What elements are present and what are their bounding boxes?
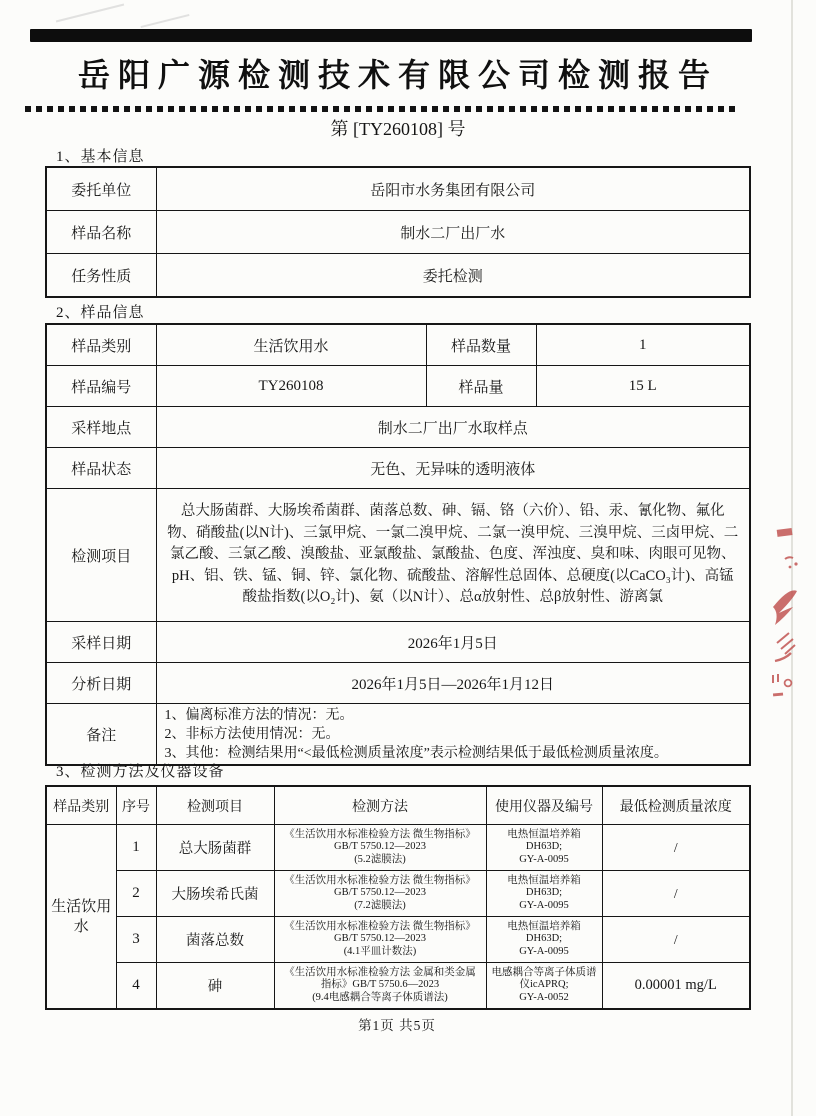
col-header: 样品类别 — [46, 786, 116, 825]
col-header: 最低检测质量浓度 — [602, 786, 750, 825]
instrument-line: 电热恒温培养箱 — [507, 828, 581, 840]
instrument-line: 电热恒温培养箱 — [507, 874, 581, 886]
method-line: GB/T 5750.12—2023 — [334, 841, 426, 853]
row-label: 备注 — [46, 704, 156, 766]
pencil-streak — [141, 14, 190, 28]
row-label: 任务性质 — [46, 254, 156, 298]
instrument-cell — [486, 825, 602, 871]
method-line: (5.2滤膜法) — [354, 853, 406, 865]
instrument-line: DH63D; — [525, 933, 563, 945]
methods-table — [45, 785, 751, 1010]
col-header: 检测项目 — [156, 786, 274, 825]
row-label: 采样日期 — [46, 622, 156, 663]
instrument-line: GY-A-0095 — [519, 853, 569, 865]
instrument-cell — [486, 871, 602, 917]
table-row — [46, 963, 750, 1010]
row-value: 制水二厂出厂水 — [156, 211, 750, 254]
row-value: 1 — [536, 324, 750, 366]
row-label: 样品编号 — [46, 366, 156, 407]
method-line: (4.1平皿计数法) — [343, 945, 417, 957]
instrument-line: GY-A-0095 — [519, 899, 569, 911]
test-items-list: 总大肠菌群、大肠埃希菌群、菌落总数、砷、镉、铬（六价）、铅、汞、氰化物、氟化物、硝酸盐(以N计)、三氯甲烷、一氯二溴甲烷、二氯一溴甲烷、三溴甲烷、三卤甲烷、二氯乙酸、三氯乙酸、溴酸盐、亚氯酸盐、氯酸盐、色度、浑浊度、臭和味、肉眼可见物、pH、铝、铁、锰、铜、锌、氯化物、硫酸盐、溶解性总固体、总硬度(以CaCO₃计)、高锰酸盐指数(以O₂计)、氨（以N计）、总α放射性、总β放射性、游离氯 — [156, 489, 750, 622]
row-value: TY260108 — [156, 366, 426, 407]
basic-info-table — [45, 166, 751, 298]
row-label: 检测项目 — [46, 489, 156, 622]
table-row — [46, 825, 750, 871]
table-row — [46, 324, 750, 366]
row-label: 委托单位 — [46, 167, 156, 211]
method-cell — [274, 871, 486, 917]
instrument-line: GY-A-0095 — [519, 945, 569, 957]
item-cell: 大肠埃希氏菌 — [156, 871, 274, 917]
method-line: 《生活饮用水标准检验方法 金属和类金属 — [284, 966, 476, 978]
scan-artifact-bar — [30, 29, 752, 42]
row-label: 样品类别 — [46, 324, 156, 366]
sample-info-table — [45, 323, 751, 766]
page-number: 第1页 共5页 — [358, 1018, 436, 1033]
table-row — [46, 917, 750, 963]
method-cell — [274, 917, 486, 963]
red-stamp-fragment — [763, 515, 816, 710]
seq-cell: 4 — [116, 963, 156, 1010]
remark-line: 1、偏离标准方法的情况：无。 — [164, 707, 354, 723]
row-value: 委托检测 — [156, 254, 750, 298]
dotted-divider — [25, 106, 736, 112]
instrument-cell — [486, 917, 602, 963]
method-line: GB/T 5750.12—2023 — [334, 887, 426, 899]
table-row — [46, 663, 750, 704]
method-line: GB/T 5750.12—2023 — [334, 933, 426, 945]
method-line: (9.4电感耦合等离子体质谱法) — [312, 991, 448, 1003]
loq-cell: / — [602, 917, 750, 963]
table-row — [46, 407, 750, 448]
instrument-line: DH63D; — [525, 887, 563, 899]
remark-line: 3、其他：检测结果用“<最低检测质量浓度”表示检测结果低于最低检测质量浓度。 — [164, 745, 668, 761]
col-header: 序号 — [116, 786, 156, 825]
row-label: 分析日期 — [46, 663, 156, 704]
seq-cell: 3 — [116, 917, 156, 963]
col-header: 使用仪器及编号 — [486, 786, 602, 825]
row-value: 生活饮用水 — [156, 324, 426, 366]
table-header-row — [46, 786, 750, 825]
row-label: 样品量 — [426, 366, 536, 407]
seq-cell: 1 — [116, 825, 156, 871]
method-line: 指标》GB/T 5750.6—2023 — [320, 979, 440, 991]
sample-category-cell: 生活饮用水 — [46, 825, 116, 1010]
table-row — [46, 489, 750, 622]
seq-cell: 2 — [116, 871, 156, 917]
method-cell — [274, 963, 486, 1010]
loq-cell: 0.00001 mg/L — [602, 963, 750, 1010]
loq-cell: / — [602, 871, 750, 917]
section3-heading: 3、检测方法及仪器设备 — [56, 764, 225, 780]
instrument-line: DH63D; — [525, 841, 563, 853]
section2-heading: 2、样品信息 — [56, 305, 145, 321]
col-header: 检测方法 — [274, 786, 486, 825]
row-value: 岳阳市水务集团有限公司 — [156, 167, 750, 211]
item-cell: 砷 — [156, 963, 274, 1010]
instrument-line: 电感耦合等离子体质谱 — [491, 966, 597, 978]
row-value: 无色、无异味的透明液体 — [156, 448, 750, 489]
table-row — [46, 871, 750, 917]
item-cell: 总大肠菌群 — [156, 825, 274, 871]
method-line: 《生活饮用水标准检验方法 微生物指标》 — [284, 874, 476, 886]
row-label: 样品状态 — [46, 448, 156, 489]
instrument-cell — [486, 963, 602, 1010]
instrument-line: 电热恒温培养箱 — [507, 920, 581, 932]
remark-line: 2、非标方法使用情况：无。 — [164, 726, 340, 742]
table-row — [46, 211, 750, 254]
method-line: (7.2滤膜法) — [354, 899, 406, 911]
remark-cell — [156, 704, 750, 766]
table-row — [46, 448, 750, 489]
method-cell — [274, 825, 486, 871]
loq-cell: / — [602, 825, 750, 871]
instrument-line: GY-A-0052 — [519, 991, 569, 1003]
row-value: 2026年1月5日 — [156, 622, 750, 663]
method-line: 《生活饮用水标准检验方法 微生物指标》 — [284, 828, 476, 840]
table-row — [46, 254, 750, 298]
pencil-streak — [56, 4, 124, 23]
row-label: 样品名称 — [46, 211, 156, 254]
instrument-line: 仪icAPRQ; — [519, 979, 569, 991]
section1-heading: 1、基本信息 — [56, 149, 145, 165]
report-number: 第 [TY260108] 号 — [330, 119, 466, 139]
row-value: 15 L — [536, 366, 750, 407]
report-title: 岳阳广源检测技术有限公司检测报告 — [77, 57, 718, 93]
row-label: 采样地点 — [46, 407, 156, 448]
table-row — [46, 366, 750, 407]
table-row — [46, 704, 750, 766]
item-cell: 菌落总数 — [156, 917, 274, 963]
method-line: 《生活饮用水标准检验方法 微生物指标》 — [284, 920, 476, 932]
table-row — [46, 622, 750, 663]
table-row — [46, 167, 750, 211]
row-label: 样品数量 — [426, 324, 536, 366]
row-value: 2026年1月5日—2026年1月12日 — [156, 663, 750, 704]
row-value: 制水二厂出厂水取样点 — [156, 407, 750, 448]
